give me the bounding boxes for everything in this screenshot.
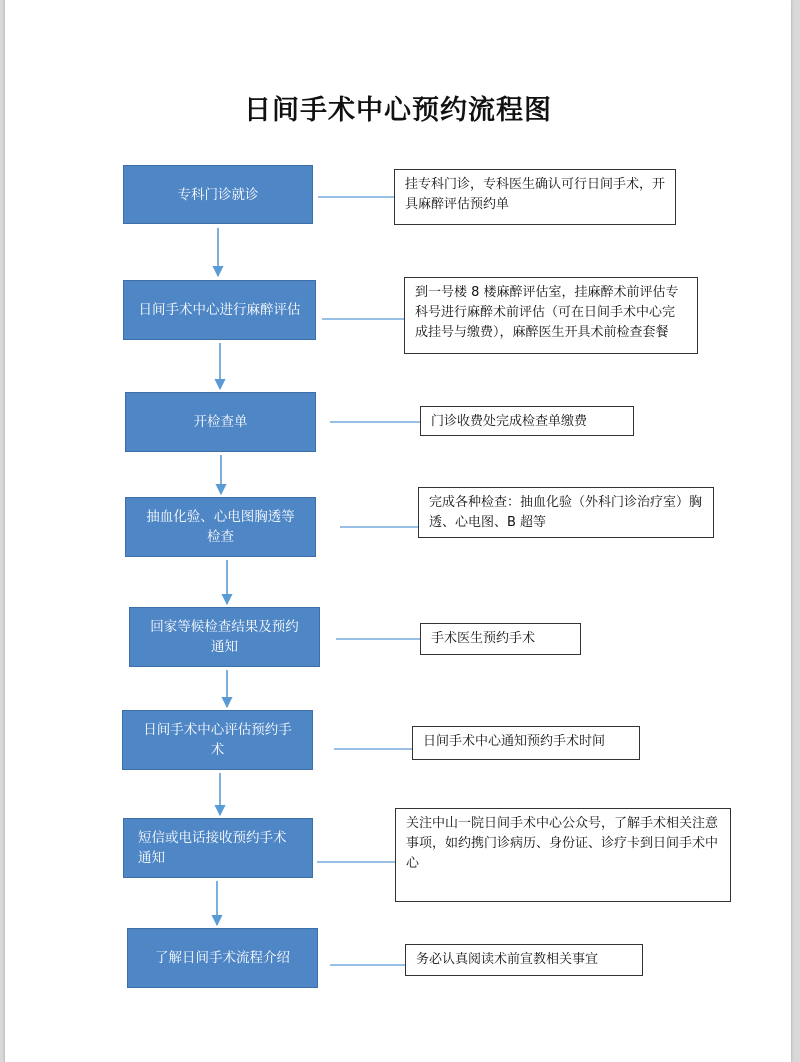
note-box-5: 手术医生预约手术	[420, 623, 581, 655]
step-box-1: 专科门诊就诊	[123, 165, 313, 224]
step-box-8: 了解日间手术流程介绍	[127, 928, 318, 988]
step-box-7: 短信或电话接收预约手术通知	[123, 818, 313, 878]
note-box-1: 挂专科门诊，专科医生确认可行日间手术，开具麻醉评估预约单	[394, 169, 676, 225]
note-box-8: 务必认真阅读术前宣教相关事宜	[405, 944, 643, 976]
note-box-3: 门诊收费处完成检查单缴费	[420, 406, 634, 436]
step-box-3: 开检查单	[125, 392, 316, 452]
step-box-2: 日间手术中心进行麻醉评估	[123, 280, 316, 340]
note-box-2: 到一号楼 8 楼麻醉评估室，挂麻醉术前评估专科号进行麻醉术前评估（可在日间手术中心完成挂号与缴费），麻醉医生开具术前检查套餐	[404, 277, 698, 354]
note-box-4: 完成各种检查：抽血化验（外科门诊治疗室）胸透、心电图、B 超等	[418, 487, 714, 538]
step-box-6: 日间手术中心评估预约手术	[122, 710, 313, 770]
note-box-7: 关注中山一院日间手术中心公众号，了解手术相关注意事项，如约携门诊病历、身份证、诊疗卡到日间手术中心	[395, 808, 731, 902]
note-box-6: 日间手术中心通知预约手术时间	[412, 726, 640, 760]
step-box-5: 回家等候检查结果及预约通知	[129, 607, 320, 667]
diagram-title: 日间手术中心预约流程图	[244, 95, 552, 126]
step-box-4: 抽血化验、心电图胸透等检查	[125, 497, 316, 557]
